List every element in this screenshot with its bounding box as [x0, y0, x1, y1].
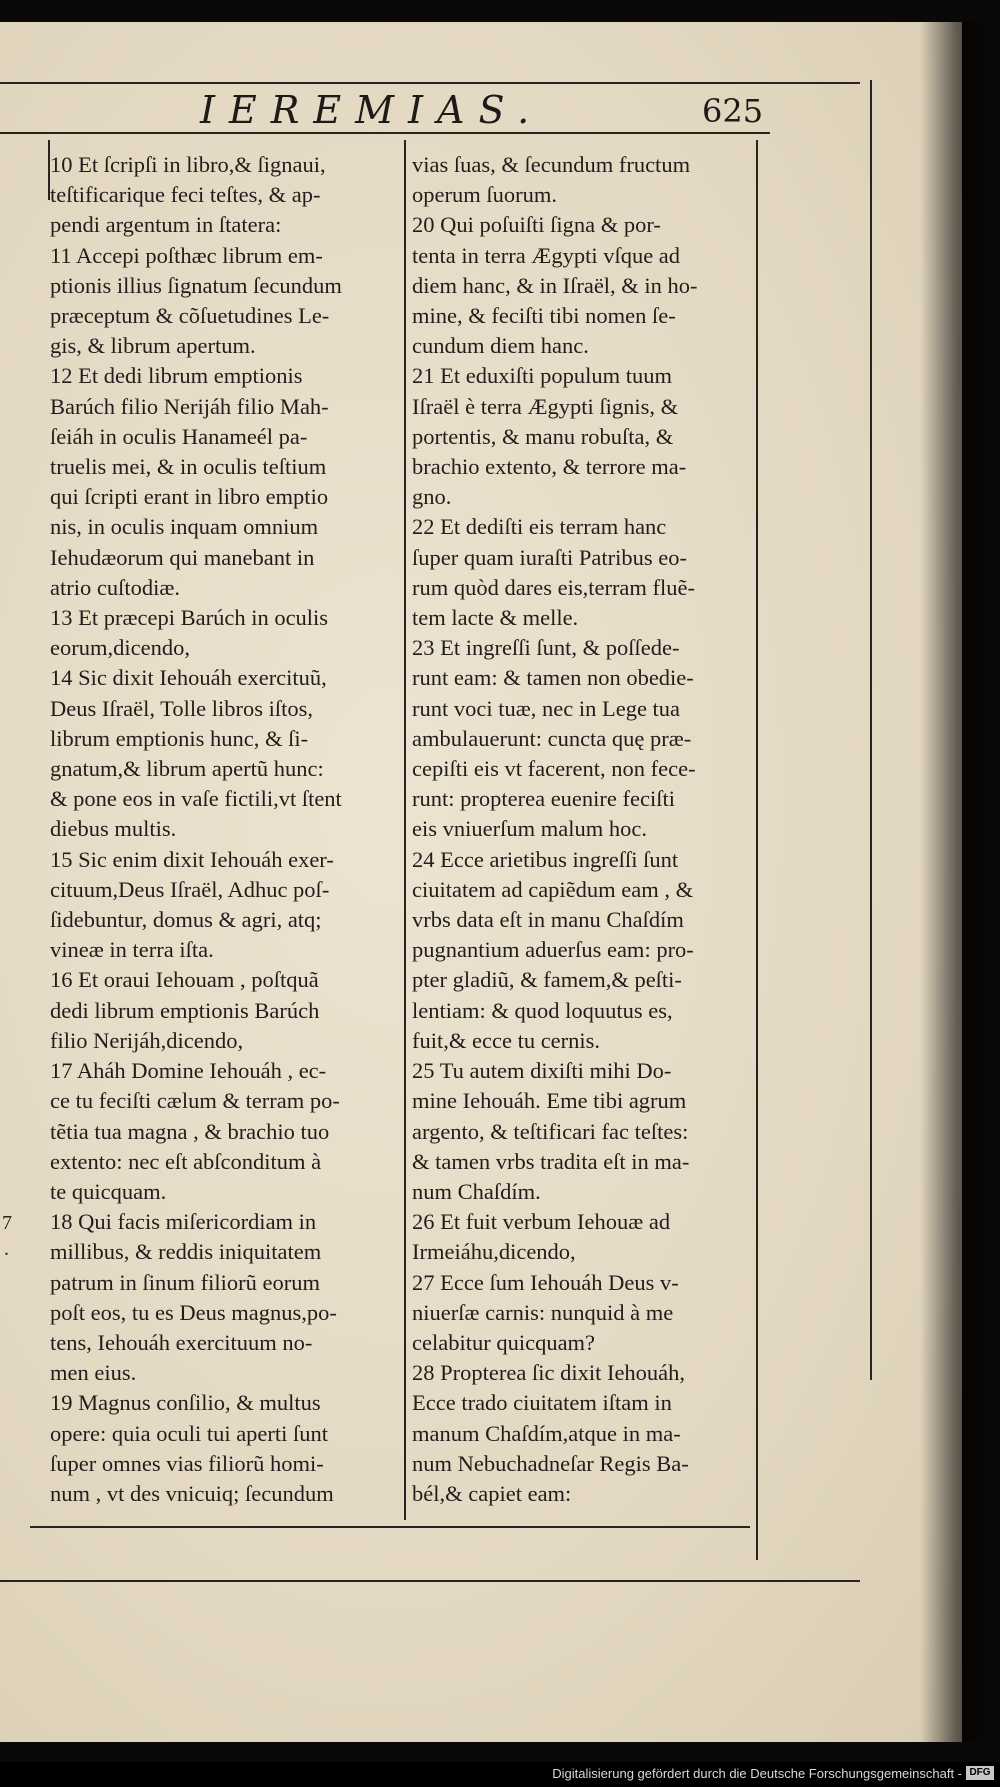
page-number: 625	[702, 92, 764, 130]
text-line: poſt eos, tu es Deus magnus,po-	[50, 1299, 337, 1325]
text-line: dedi librum emptionis Barúch	[50, 997, 320, 1023]
text-line: tem lacte & melle.	[412, 605, 579, 631]
text-line: te quicquam.	[50, 1178, 167, 1204]
text-line: brachio extento, & terrore ma-	[412, 454, 687, 480]
text-line: pendi argentum in ſtatera:	[50, 212, 282, 238]
text-line: 22 Et dediſti eis terram hanc	[412, 514, 667, 540]
text-line: gis, & librum apertum.	[50, 333, 256, 359]
right-text-column	[412, 150, 748, 1509]
text-line: 16 Et oraui Iehouam , poſtquã	[50, 967, 319, 993]
text-line: Iſraël è terra Ægypti ſignis, &	[412, 393, 679, 419]
text-line: Barúch filio Nerijáh filio Mah-	[50, 393, 329, 419]
text-line: 10 Et ſcripſi in libro,& ſignaui,	[50, 152, 326, 177]
text-line: men eius.	[50, 1360, 137, 1386]
text-line: & tamen vrbs tradita eſt in ma-	[412, 1148, 690, 1174]
text-line: 19 Magnus conſilio, & multus	[50, 1390, 321, 1416]
page-edge-shadow	[920, 22, 1000, 1742]
text-line: extento: nec eſt abſconditum à	[50, 1148, 322, 1174]
text-line: manum Chaſdím,atque in ma-	[412, 1420, 681, 1446]
text-line: 21 Et eduxiſti populum tuum	[412, 363, 672, 389]
text-line: 25 Tu autem dixiſti mihi Do-	[412, 1058, 672, 1084]
text-line: qui ſcripti erant in libro emptio	[50, 484, 329, 510]
text-line: niuerſæ carnis: nunquid à me	[412, 1299, 674, 1325]
text-line: pter gladiũ, & famem,& peſti-	[412, 967, 682, 993]
text-line: 13 Et præcepi Barúch in oculis	[50, 605, 329, 631]
text-line: librum emptionis hunc, & ſi-	[50, 725, 309, 751]
right-bracket-rule	[756, 140, 758, 1560]
text-line: tenta in terra Ægypti vſque ad	[412, 242, 681, 268]
text-line: ambulauerunt: cuncta quę præ-	[412, 725, 692, 751]
text-line: pugnantium aduerſus eam: pro-	[412, 937, 694, 963]
text-line: 12 Et dedi librum emptionis	[50, 363, 303, 389]
text-line: nis, in oculis inquam omnium	[50, 514, 319, 540]
text-line: cituum,Deus Iſraël, Adhuc poſ-	[50, 876, 330, 902]
text-line: Ecce trado ciuitatem iſtam in	[412, 1390, 672, 1416]
text-line: argento, & teſtificari fac teſtes:	[412, 1118, 689, 1144]
text-line: 24 Ecce arietibus ingreſſi ſunt	[412, 846, 679, 872]
text-line: ciuitatem ad capiẽdum eam , &	[412, 876, 694, 902]
text-line: 14 Sic dixit Iehouáh exercituũ,	[50, 665, 327, 691]
text-line: 27 Ecce ſum Iehouáh Deus v-	[412, 1269, 679, 1295]
text-line: ſuper quam iuraſti Patribus eo-	[412, 544, 687, 570]
text-line: num , vt des vnicuiq; ſecundum	[50, 1480, 334, 1506]
right-frame-rule	[870, 80, 872, 1380]
text-line: præceptum & cõſuetudines Le-	[50, 303, 330, 329]
text-line: ſeiáh in oculis Hanameél pa-	[50, 423, 308, 449]
text-line: 20 Qui poſuiſti ſigna & por-	[412, 212, 661, 238]
text-line: ce tu feciſti cælum & terram po-	[50, 1088, 340, 1114]
text-line: operum ſuorum.	[412, 182, 557, 208]
text-line: filio Nerijáh,dicendo,	[50, 1027, 244, 1053]
text-line: millibus, & reddis iniquitatem	[50, 1239, 322, 1265]
margin-mark: 7	[2, 1212, 12, 1234]
text-line: rum quòd dares eis,terram fluẽ-	[412, 574, 696, 600]
text-line: & pone eos in vaſe fictili,vt ſtent	[50, 786, 342, 812]
text-line: eis vniuerſum malum hoc.	[412, 816, 647, 842]
text-line: 11 Accepi poſthæc librum em-	[50, 242, 323, 268]
funding-credit: Digitalisierung gefördert durch die Deutsche Forschungsgemeinschaft -	[552, 1766, 962, 1781]
text-line: tẽtia tua magna , & brachio tuo	[50, 1118, 330, 1144]
running-title: IEREMIAS.	[200, 88, 544, 132]
text-line: gno.	[412, 484, 452, 510]
text-line: eorum,dicendo,	[50, 635, 190, 661]
text-line: ſidebuntur, domus & agri, atq;	[50, 907, 322, 933]
bottom-rule	[30, 1526, 750, 1528]
text-line: vias ſuas, & ſecundum fructum	[412, 152, 691, 177]
text-line: runt: propterea euenire feciſti	[412, 786, 675, 812]
margin-mark: .	[4, 1238, 9, 1260]
text-line: mine Iehouáh. Eme tibi agrum	[412, 1088, 687, 1114]
text-line: bél,& capiet eam:	[412, 1480, 572, 1506]
text-line: 23 Et ingreſſi ſunt, & poſſede-	[412, 635, 680, 661]
text-line: ſuper omnes vias filiorũ homi-	[50, 1450, 324, 1476]
footer-bar	[0, 1762, 1000, 1787]
text-line: runt voci tuæ, nec in Lege tua	[412, 695, 681, 721]
column-divider	[404, 140, 406, 1520]
text-line: 26 Et fuit verbum Iehouæ ad	[412, 1209, 671, 1235]
lower-rule	[0, 1580, 860, 1582]
text-line: 18 Qui facis miſericordiam in	[50, 1209, 317, 1235]
text-line: portentis, & manu robuſta, &	[412, 423, 674, 449]
text-line: Irmeiáhu,dicendo,	[412, 1239, 576, 1265]
text-line: diem hanc, & in Iſraël, & in ho-	[412, 272, 698, 298]
text-line: vrbs data eſt in manu Chaſdím	[412, 907, 684, 933]
text-line: celabitur quicquam?	[412, 1329, 596, 1355]
text-line: runt eam: & tamen non obedie-	[412, 665, 694, 691]
text-line: opere: quia oculi tui aperti ſunt	[50, 1420, 329, 1446]
text-line: diebus multis.	[50, 816, 177, 842]
text-line: 15 Sic enim dixit Iehouáh exer-	[50, 846, 334, 872]
text-line: Deus Iſraël, Tolle libros iſtos,	[50, 695, 313, 721]
text-line: cepiſti eis vt facerent, non fece-	[412, 756, 696, 782]
text-line: patrum in ſinum filiorũ eorum	[50, 1269, 320, 1295]
text-line: 28 Propterea ſic dixit Iehouáh,	[412, 1360, 686, 1386]
text-line: num Chaſdím.	[412, 1178, 541, 1204]
text-line: cundum diem hanc.	[412, 333, 589, 359]
text-line: teſtificarique feci teſtes, & ap-	[50, 182, 321, 208]
text-line: gnatum,& librum apertũ hunc:	[50, 756, 324, 782]
dfg-logo: DFG	[966, 1766, 994, 1780]
text-line: fuit,& ecce tu cernis.	[412, 1027, 601, 1053]
text-line: truelis mei, & in oculis teſtium	[50, 454, 327, 480]
text-line: tens, Iehouáh exercituum no-	[50, 1329, 313, 1355]
text-line: Iehudæorum qui manebant in	[50, 544, 315, 570]
left-text-column	[50, 150, 396, 1509]
text-line: atrio cuſtodiæ.	[50, 574, 180, 600]
text-line: ptionis illius ſignatum ſecundum	[50, 272, 342, 298]
text-line: vineæ in terra iſta.	[50, 937, 214, 963]
title-underline	[0, 132, 770, 134]
text-line: 17 Aháh Domine Iehouáh , ec-	[50, 1058, 327, 1084]
text-line: mine, & feciſti tibi nomen ſe-	[412, 303, 676, 329]
header-rule	[0, 82, 860, 84]
text-line: num Nebuchadneſar Regis Ba-	[412, 1450, 689, 1476]
text-line: lentiam: & quod loquutus es,	[412, 997, 673, 1023]
